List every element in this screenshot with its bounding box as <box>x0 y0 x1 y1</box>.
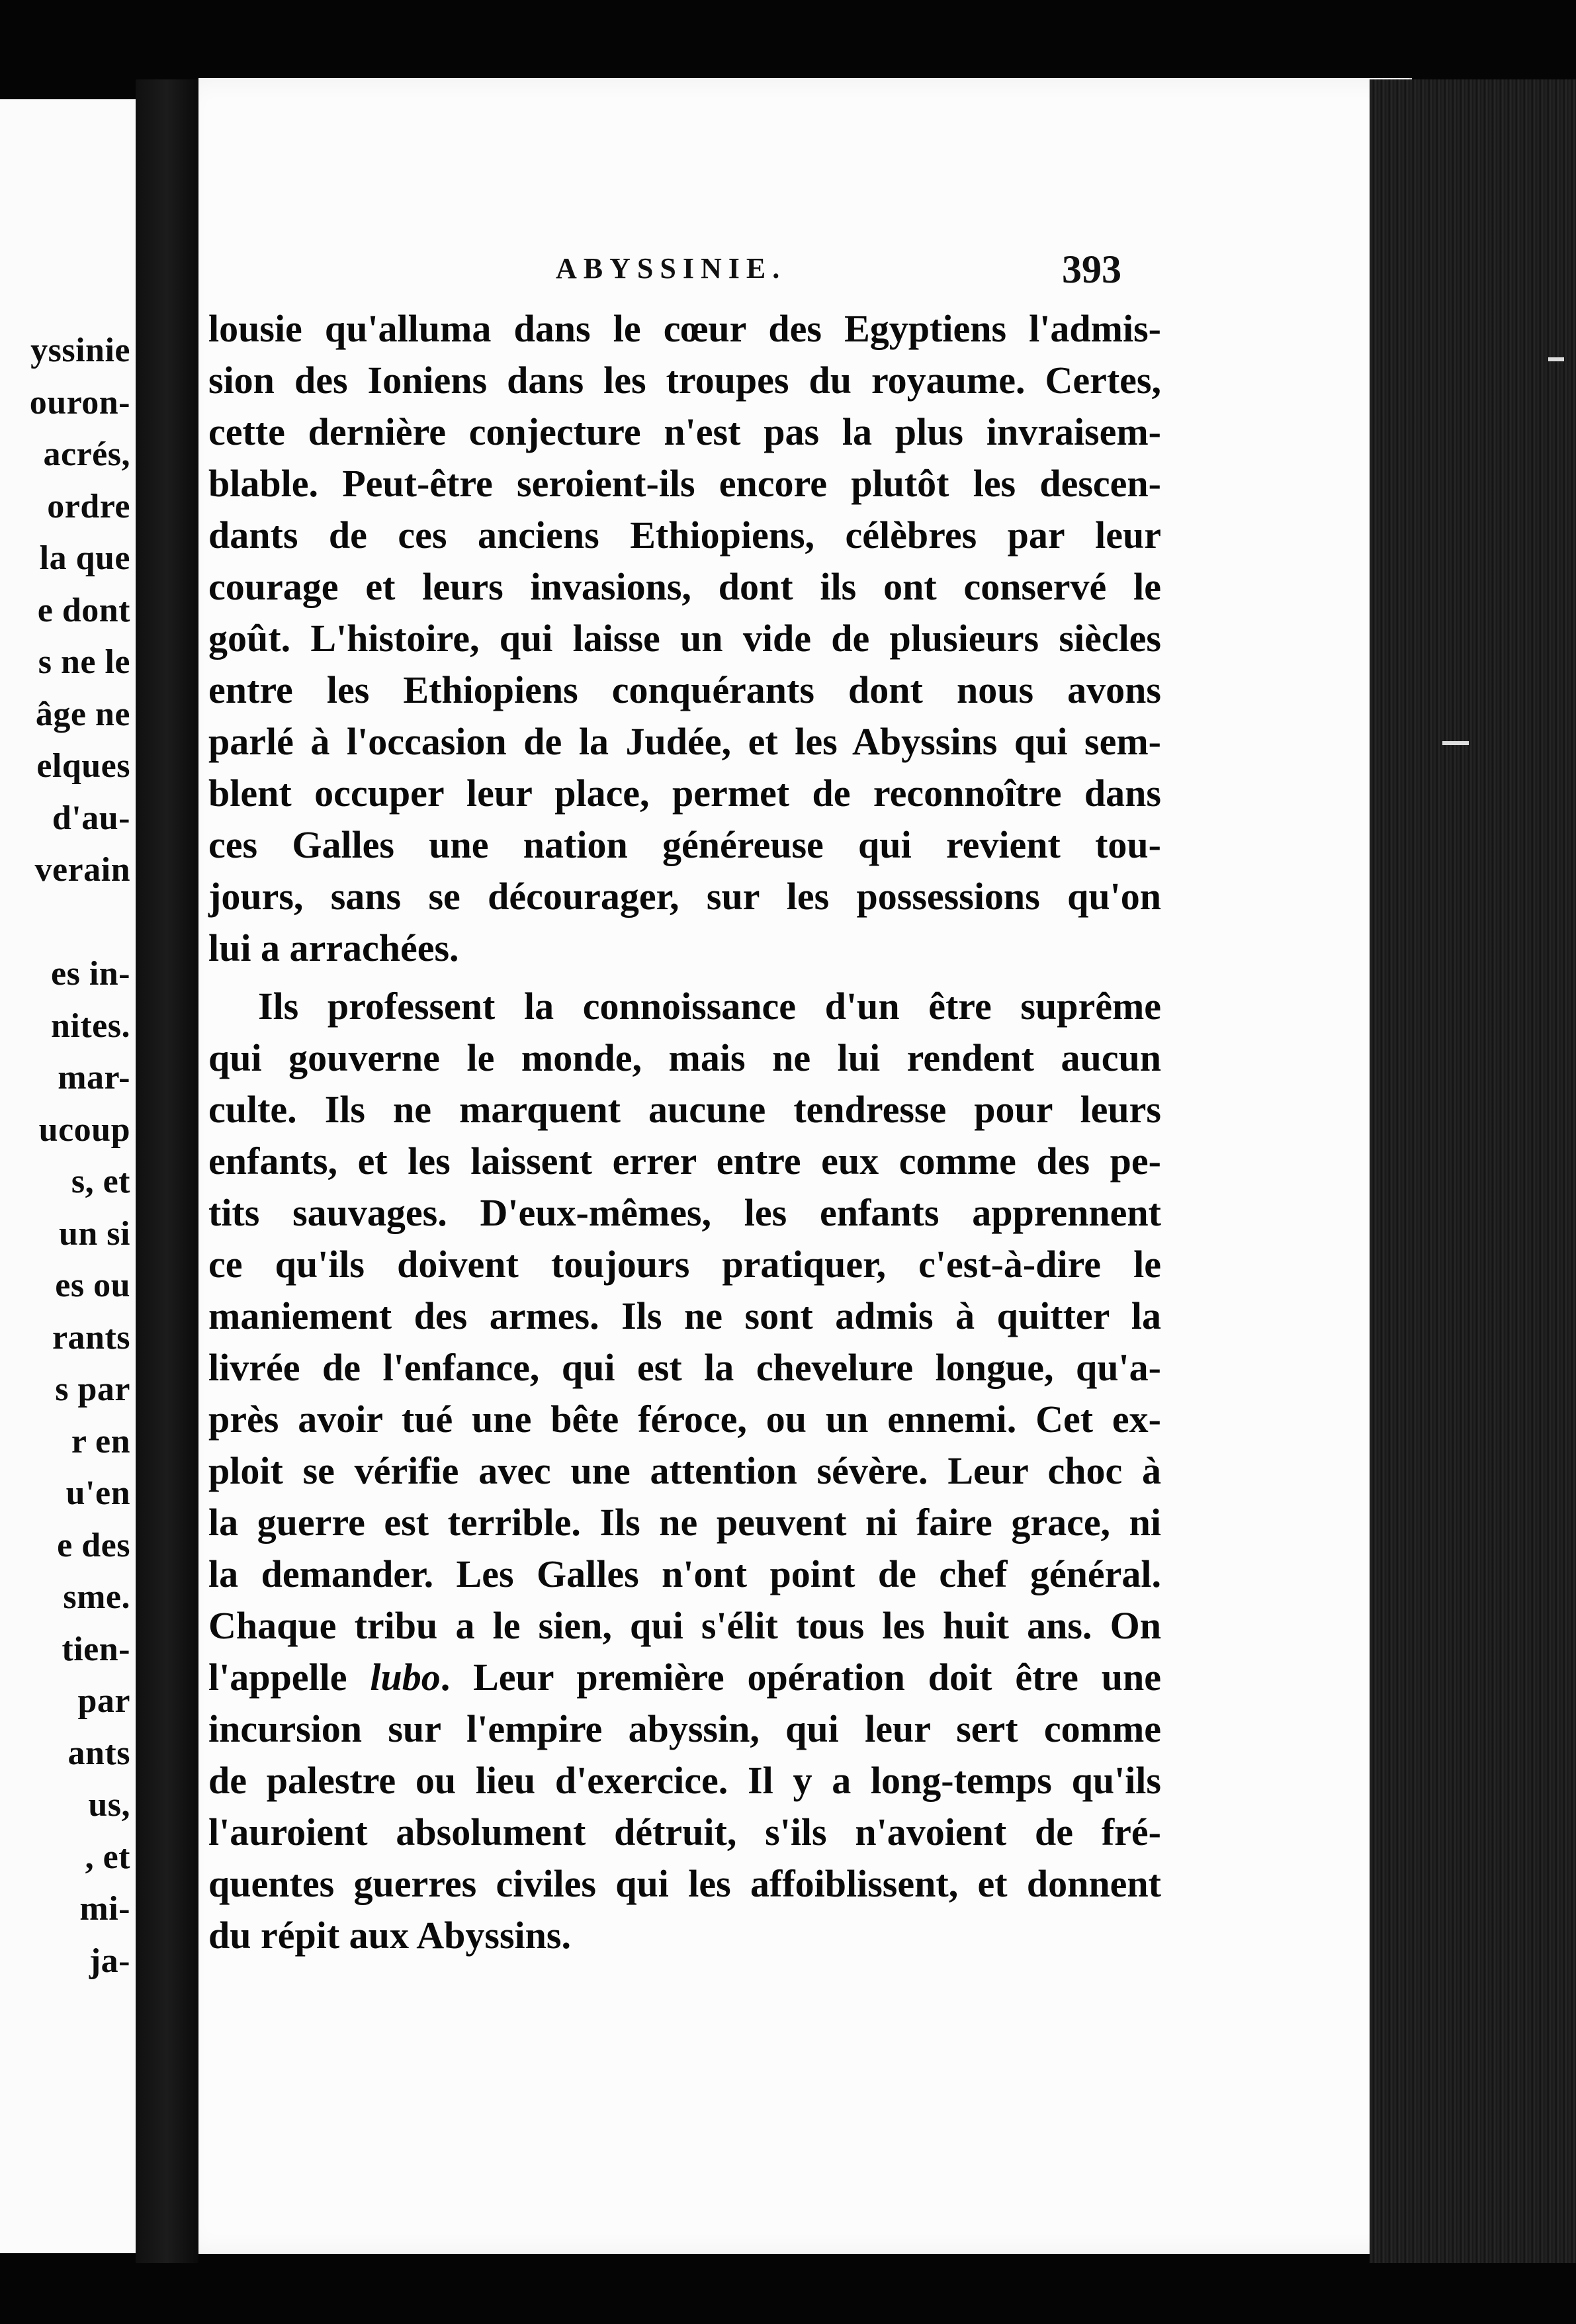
left-page-line: âge ne <box>35 695 130 733</box>
left-page-line: ucoup <box>38 1110 130 1149</box>
left-page-line: rants <box>52 1318 130 1357</box>
text-line: du répit aux Abyssins. <box>208 1914 571 1957</box>
body-text <box>208 303 1161 1961</box>
left-page-line: sme. <box>63 1578 130 1616</box>
book-edge <box>1370 79 1576 2263</box>
text-line: parlé à l'occasion de la Judée, et les Abyssins qui sem- <box>208 720 1161 763</box>
text-line: Chaque tribu a le sien, qui s'élit tous les huit ans. On <box>208 1604 1161 1647</box>
left-page-line: ouron- <box>29 383 130 422</box>
text-line: livrée de l'enfance, qui est la chevelure longue, qu'a- <box>208 1346 1161 1389</box>
left-page-line: es ou <box>55 1267 130 1304</box>
text-line: courage et leurs invasions, dont ils ont conservé le <box>208 565 1161 608</box>
text-line: la demander. Les Galles n'ont point de chef général. <box>208 1552 1161 1595</box>
left-page-line: acrés, <box>43 435 130 473</box>
text-line: entre les Ethiopiens conquérants dont nous avons <box>208 668 1161 711</box>
text-line: lousie qu'alluma dans le cœur des Egyptiens l'admis- <box>208 307 1161 350</box>
text-line: l'auroient absolument détruit, s'ils n'avoient de fré- <box>208 1810 1161 1854</box>
text-line: cette dernière conjecture n'est pas la plus invraisem- <box>208 410 1161 453</box>
left-page-line: ordre <box>47 487 130 525</box>
left-page-line: elques <box>36 747 130 785</box>
text-line: sion des Ioniens dans les troupes du royaume. Certes, <box>208 359 1161 402</box>
left-page-line: r en <box>71 1422 130 1460</box>
text-line: dants de ces anciens Ethiopiens, célèbres par leur <box>208 514 1161 557</box>
text-line: tits sauvages. D'eux-mêmes, les enfants apprennent <box>208 1191 1161 1234</box>
page-number: 393 <box>1062 247 1121 291</box>
left-page-line: e dont <box>37 591 130 629</box>
text-line: la guerre est terrible. Ils ne peuvent ni faire grace, ni <box>208 1501 1161 1544</box>
book-gutter <box>136 79 198 2263</box>
paragraph-gap <box>208 974 1161 981</box>
running-head: ABYSSINIE. <box>556 252 787 285</box>
text-line: quentes guerres civiles qui les affoiblissent, et donnent <box>208 1862 1161 1905</box>
text-line: blent occuper leur place, permet de reconnoître dans <box>208 772 1161 815</box>
text-line: culte. Ils ne marquent aucune tendresse pour leurs <box>208 1088 1161 1131</box>
left-page-line: ja- <box>89 1942 130 1980</box>
text-line: goût. L'histoire, qui laisse un vide de plusieurs siècles <box>208 617 1161 660</box>
left-page-line: mar- <box>58 1059 130 1096</box>
left-page-line: verain <box>34 851 130 889</box>
italic-term: lubo <box>370 1656 441 1699</box>
left-page-line: us, <box>88 1786 130 1824</box>
left-page-line: nites. <box>51 1006 130 1045</box>
edge-mark <box>1548 357 1564 361</box>
text-line: incursion sur l'empire abyssin, qui leur sert comme <box>208 1707 1161 1750</box>
left-page-line: es in- <box>51 955 130 993</box>
text-line: Ils professent la connoissance d'un être suprême <box>258 985 1161 1028</box>
text-line: ploit se vérifie avec une attention sévère. Leur choc à <box>208 1449 1161 1492</box>
left-facing-page <box>0 99 140 2253</box>
text-line: près avoir tué une bête féroce, ou un ennemi. Cet ex- <box>208 1398 1161 1441</box>
left-page-line: ants <box>67 1734 130 1772</box>
left-page-line: yssinie <box>30 332 130 369</box>
text-line: l'appelle lubo. Leur première opération doit être une <box>208 1656 1161 1699</box>
left-page-line: u'en <box>66 1474 130 1512</box>
left-page-line: , et <box>85 1838 130 1876</box>
left-page-line: s ne le <box>38 643 130 681</box>
left-page-line: e des <box>57 1526 130 1564</box>
text-line: blable. Peut-être seroient-ils encore plutôt les descen- <box>208 462 1161 505</box>
main-page <box>198 78 1412 2254</box>
left-page-line: d'au- <box>52 799 130 837</box>
text-line: de palestre ou lieu d'exercice. Il y a long-temps qu'ils <box>208 1759 1161 1802</box>
text-line: maniement des armes. Ils ne sont admis à quitter la <box>208 1294 1161 1337</box>
left-page-line: par <box>77 1682 130 1720</box>
left-page-line: tien- <box>62 1630 130 1668</box>
left-page-line: s, et <box>71 1163 130 1200</box>
left-page-line: s par <box>55 1370 130 1408</box>
text-line: jours, sans se décourager, sur les possessions qu'on <box>208 875 1161 918</box>
left-page-line: un si <box>58 1214 130 1253</box>
text-line: qui gouverne le monde, mais ne lui rendent aucun <box>208 1036 1161 1079</box>
left-page-line: la que <box>39 539 130 577</box>
edge-mark <box>1442 741 1469 745</box>
text-line: lui a arrachées. <box>208 926 459 969</box>
left-page-line: mi- <box>79 1890 130 1928</box>
text-line: enfants, et les laissent errer entre eux comme des pe- <box>208 1140 1161 1183</box>
text-line: ce qu'ils doivent toujours pratiquer, c'est-à-dire le <box>208 1243 1161 1286</box>
text-line: ces Galles une nation généreuse qui revient tou- <box>208 823 1161 866</box>
